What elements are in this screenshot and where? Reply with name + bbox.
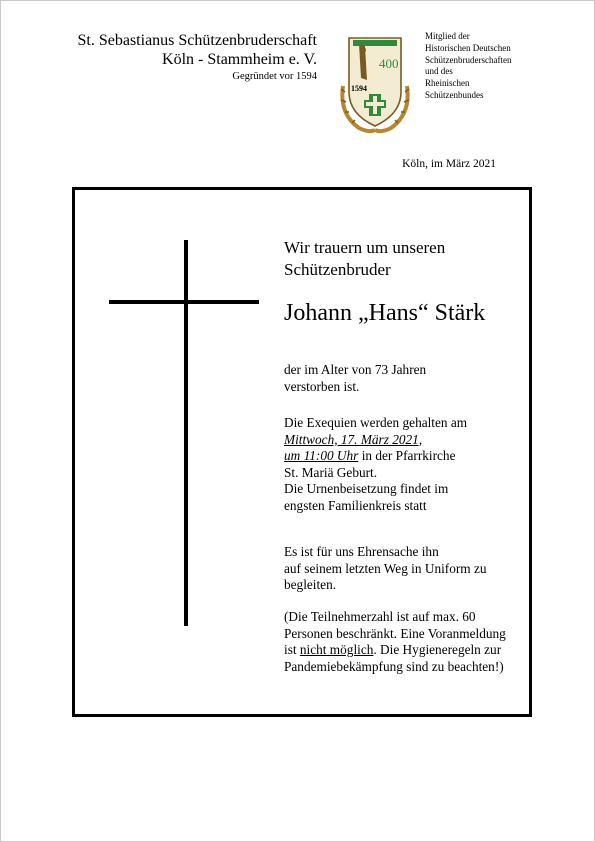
emblem-number: 400 [379, 56, 399, 71]
brotherhood-emblem-icon [339, 30, 411, 134]
note-line2: Personen beschränkt. Eine Voranmeldung [284, 625, 506, 641]
exequien-place: in der Pfarrkirche [358, 448, 456, 464]
deceased-name: Johann „Hans“ Stärk [284, 300, 486, 326]
note-line3 [284, 642, 524, 659]
cross-vertical-beam [184, 240, 188, 626]
honor-line2: auf seinem letzten Weg in Uniform zu [284, 560, 487, 576]
funeral-details [284, 415, 524, 515]
organization-name-line1: St. Sebastianus Schützenbruderschaft [77, 32, 317, 49]
membership-line: und des [425, 66, 453, 77]
age-statement [284, 362, 524, 395]
membership-line: Historischen Deutschen [425, 42, 511, 53]
exequien-time: um 11:00 Uhr [284, 448, 359, 464]
membership-line: Schützenbundes [425, 89, 484, 100]
membership-line: Rheinischen [425, 78, 470, 89]
exequien-intro: Die Exequien werden gehalten am [284, 415, 468, 430]
date-line: Köln, im März 2021 [402, 158, 496, 170]
note-prefix: ist [284, 642, 300, 658]
organization-name [78, 31, 318, 69]
honor-line1: Es ist für uns Ehrensache ihn [284, 544, 439, 559]
mourning-heading [284, 237, 524, 281]
church-name: St. Mariä Geburt. [284, 464, 378, 480]
note-suffix: . Die Hygieneregeln zur [373, 642, 502, 658]
organization-name-line2: Köln - Stammheim e. V. [162, 51, 317, 68]
membership-note [425, 31, 511, 102]
honor-line3: begleiten. [284, 577, 337, 593]
emblem-year: 1594 [351, 84, 367, 93]
note-line4: Pandemiebekämpfung sind zu beachten!) [284, 658, 504, 674]
mourning-line1: Wir trauern um unseren [284, 238, 446, 257]
membership-line: Schützenbruderschaften [425, 54, 512, 65]
age-line1: der im Alter von 73 Jahren [284, 362, 427, 377]
participation-note [284, 609, 524, 675]
urn-burial-line2: engsten Familienkreis statt [284, 497, 427, 513]
note-line1: (Die Teilnehmerzahl ist auf max. 60 [284, 609, 476, 624]
urn-burial-line1: Die Urnenbeisetzung findet im [284, 481, 449, 497]
cross-horizontal-beam [109, 300, 259, 304]
honor-statement [284, 544, 524, 594]
founded-note: Gegründet vor 1594 [232, 71, 317, 82]
membership-line: Mitglied der [425, 31, 470, 41]
exequien-date: Mittwoch, 17. März 2021, [284, 431, 423, 447]
note-emphasis: nicht möglich [299, 642, 374, 658]
exequien-time-line [284, 448, 524, 465]
age-line2: verstorben ist. [284, 378, 360, 394]
mourning-line2: Schützenbruder [284, 260, 391, 279]
